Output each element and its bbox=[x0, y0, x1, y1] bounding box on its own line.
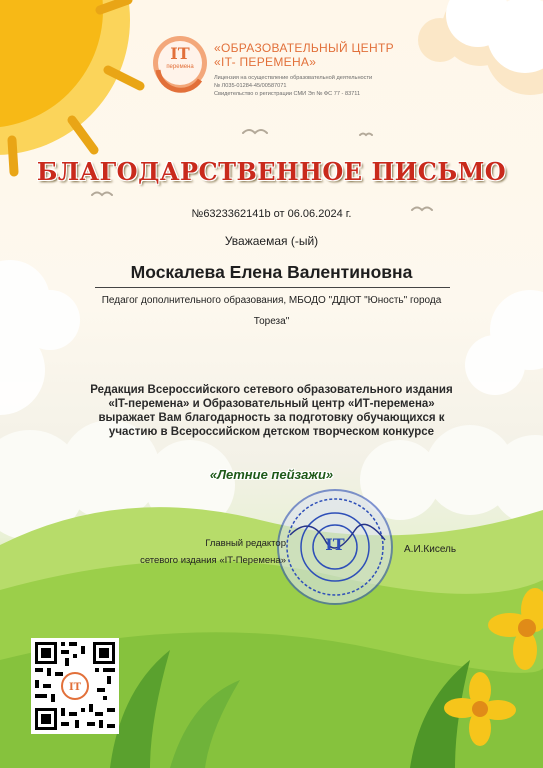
qr-logo-mark: IT bbox=[68, 682, 82, 693]
body-line2: «IT-перемена» и Образовательный центр «ИТ-перемена» bbox=[108, 398, 435, 410]
letter-title: БЛАГОДАРСТВЕННОЕ ПИСЬМО bbox=[36, 157, 507, 186]
qr-code-graphic bbox=[31, 638, 119, 734]
recipient-underline bbox=[95, 287, 450, 288]
license-info bbox=[214, 74, 444, 98]
signer-name: А.И.Кисель bbox=[404, 544, 457, 555]
qr-code[interactable] bbox=[31, 638, 119, 734]
body-line1: Редакция Всероссийского сетевого образовательного издания bbox=[90, 384, 453, 396]
organization-title-line1: «ОБРАЗОВАТЕЛЬНЫЙ ЦЕНТР bbox=[214, 41, 394, 55]
letter-body bbox=[60, 383, 483, 439]
organization-title bbox=[214, 41, 444, 69]
recipient-position-line1: Педагог дополнительного образования, МБОДО "ДДЮТ "Юность" города bbox=[101, 295, 442, 306]
editor-caption bbox=[96, 535, 286, 569]
salutation: Уважаемая (-ый) bbox=[224, 234, 319, 248]
contest-name: «Летние пейзажи» bbox=[209, 467, 334, 482]
letter-number: №6323362141b от 06.06.2024 г. bbox=[191, 208, 352, 220]
license-line1: Лицензия на осуществление образовательной деятельности bbox=[214, 75, 373, 81]
editor-line1: Главный редактор bbox=[205, 538, 286, 549]
editor-line2: сетевого издания «IT-Перемена» bbox=[140, 555, 286, 566]
stamp-center-text: IT bbox=[325, 535, 345, 554]
license-line3: Свидетельство о регистрации СМИ Эл № ФС 77 - 83711 bbox=[214, 91, 361, 97]
recipient-name: Москалева Елена Валентиновна bbox=[130, 262, 413, 282]
organization-title-line2: «IT- ПЕРЕМЕНА» bbox=[214, 55, 317, 69]
license-line2: № Л035-01284-45/00587071 bbox=[214, 83, 287, 89]
recipient-position-line2: Тореза" bbox=[253, 316, 290, 327]
logo-mark-subtext: перемена bbox=[166, 64, 194, 70]
body-line3: выражает Вам благодарность за подготовку обучающихся к bbox=[98, 412, 445, 424]
logo-mark-text: IT bbox=[170, 44, 190, 63]
body-line4: участию в Всероссийском детском творческом конкурсе bbox=[108, 426, 435, 438]
